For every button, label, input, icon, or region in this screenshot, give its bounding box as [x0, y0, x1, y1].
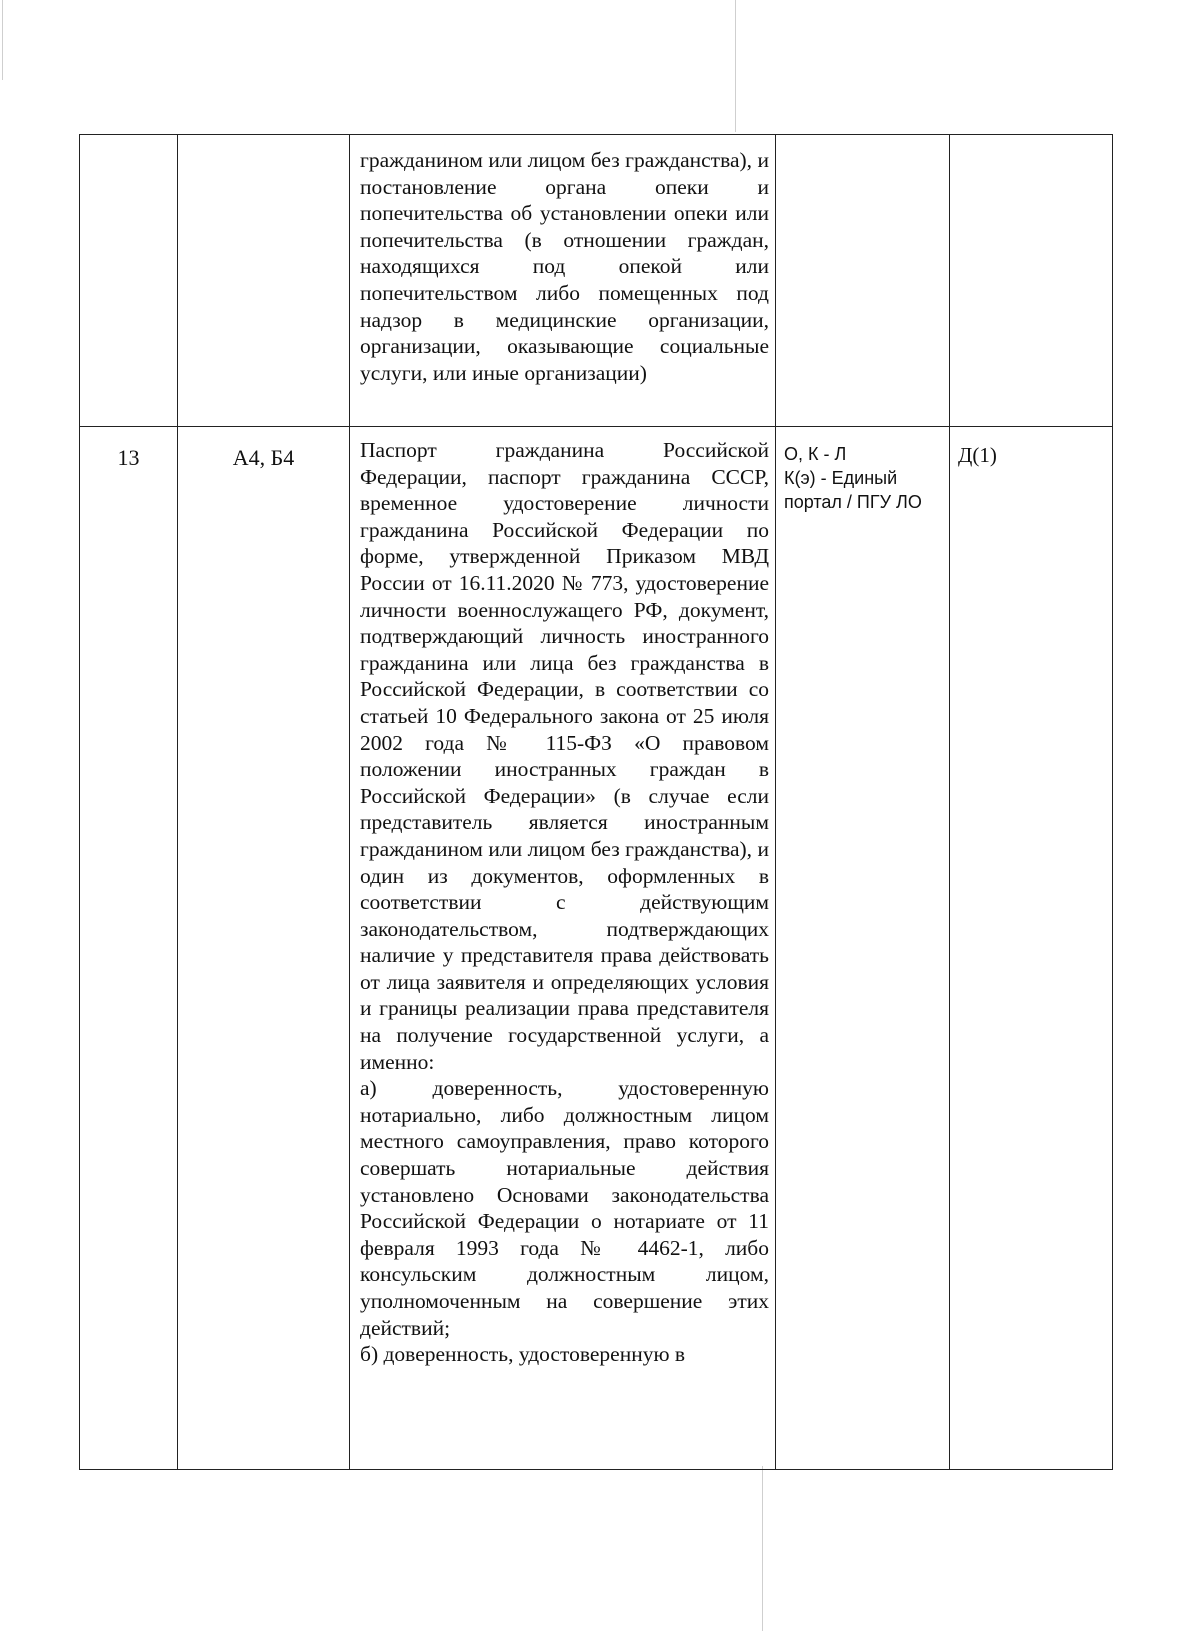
table-row-continued	[80, 135, 1113, 427]
document-description-text: гражданином или лицом без гражданства), и постановление органа опеки и попечительства об установлении опеки или попечительства (в отношении граждан, находящихся под опекой или попечительством либо помещенных под надзор в медицинские организации, организации, оказывающие социальные услуги, или иные организации)	[360, 148, 769, 385]
submission-form-line-2: К(э) - Единый портал / ПГУ ЛО	[784, 468, 922, 512]
cell-submission-form	[776, 427, 950, 1470]
cell-category-code	[178, 135, 350, 427]
document-description-paragraph-1: Паспорт гражданина Российской Федерации, паспорт гражданина СССР, временное удостоверение личности гражданина Российской Федерации по форме, утвержденной Приказом МВД России от 16.11.2020 № 773, удостоверение личности военнослужащего РФ, документ, подтверждающий личность иностранного гражданина или лица без гражданства в Российской Федерации, в соответствии со статьей 10 Федерального закона от 25 июля 2002 года № 115-ФЗ «О правовом положении иностранных граждан в Российской Федерации» (в случае если представитель является иностранным гражданином или лицом без гражданства), и один из документов, оформленных в соответствии с действующим законодательством, подтверждающих наличие у представителя права действовать от лица заявителя и определяющих условия и границы реализации права представителя на получение государственной услуги, а именно:	[360, 438, 769, 1074]
cell-document-description	[350, 427, 776, 1470]
scan-fold-line-top	[735, 0, 736, 132]
document-table	[79, 134, 1113, 1470]
document-description-paragraph-3: б) доверенность, удостоверенную в	[360, 1342, 686, 1367]
scan-fold-line-bottom	[762, 1466, 763, 1631]
cell-row-number: 13	[80, 427, 178, 1470]
table-row-13	[80, 427, 1113, 1470]
document-description-paragraph-2: а) доверенность, удостоверенную нотариально, либо должностным лицом местного самоуправления, право которого совершать нотариальные действия установлено Основами законодательства Российской Федерации о нотариате от 11 февраля 1993 года № 4462-1, либо консульским должностным лицом, уполномоченным на совершение этих действий;	[360, 1076, 769, 1340]
cell-row-number	[80, 135, 178, 427]
submission-form-line-1: О, К - Л	[784, 444, 847, 464]
cell-note: Д(1)	[950, 427, 1113, 1470]
cell-category-code: А4, Б4	[178, 427, 350, 1470]
cell-submission-form	[776, 135, 950, 427]
scan-edge-line-left	[2, 0, 3, 80]
cell-note	[950, 135, 1113, 427]
cell-document-description	[350, 135, 776, 427]
